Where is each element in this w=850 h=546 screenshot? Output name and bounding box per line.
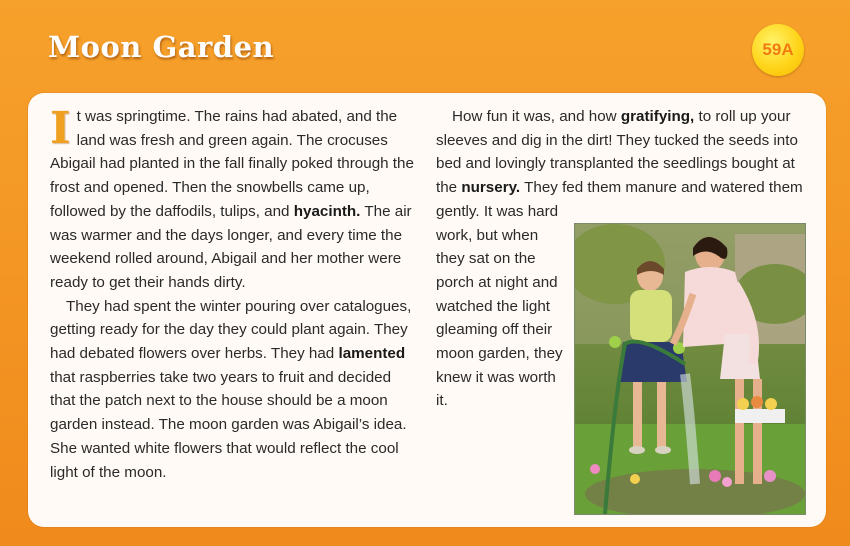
vocabulary-word: hyacinth. — [293, 202, 361, 220]
text-run: How fun it was, and how — [452, 108, 621, 125]
vocabulary-word: nursery. — [461, 179, 521, 197]
vocabulary-word: gratifying, — [620, 108, 695, 125]
page-title: Moon Garden — [48, 30, 275, 64]
text-run: t was springtime. The rains had abated, and the land was fresh and green again. The crocuses Abigail had planted in the fall finally poked through the frost and opened. Then the snowbells came up, followed by the daffodils, tulips, and — [50, 108, 414, 220]
paragraph-1 — [50, 105, 420, 295]
garden-photo — [574, 223, 806, 515]
text-run: to roll up your sleeves and dig in the dirt! They tucked the seeds into bed and lovingly transplanted the seedlings bought at the — [436, 108, 798, 197]
paragraph-2 — [50, 295, 420, 485]
text-run: They had spent the winter pouring over catalogues, getting ready for the day they could plant again. They had debated flowers over herbs. They had — [50, 297, 412, 363]
drop-cap: I — [50, 103, 71, 154]
paragraph-3 — [436, 105, 808, 200]
paragraph-3-wrap: gently. It was hard work, but when they sat on the porch at night and watched the light gleaming off their moon garden, they knew it was worth it. — [436, 202, 563, 410]
text-run: The air was warmer and the days longer, and every time the weekend rolled around, Abigail and her mother were ready to get their hands dirty. — [50, 202, 412, 291]
story-column-left — [50, 105, 420, 484]
text-run: that raspberries take two years to fruit and decided that the patch next to the house should be a moon garden instead. The moon garden was Abigail’s idea. She wanted white flowers that would reflect the cool light of the moon. — [50, 368, 407, 481]
page-number-badge: 59A — [752, 24, 804, 76]
story-column-right — [436, 105, 808, 413]
vocabulary-word: lamented — [338, 345, 406, 363]
paragraph-1-body — [50, 103, 414, 291]
story-panel — [28, 93, 826, 527]
text-run: They fed them manure and watered them — [520, 179, 803, 197]
